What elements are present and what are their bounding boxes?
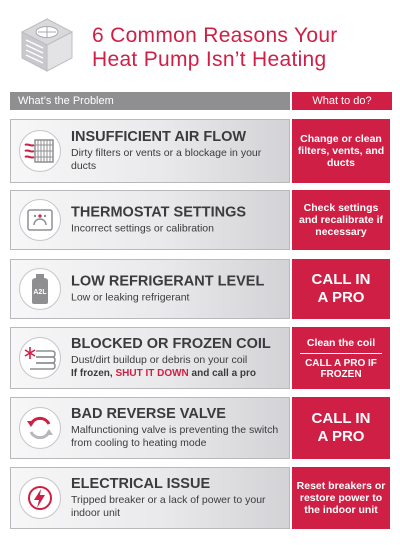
problem-description: Low or leaking refrigerant: [71, 291, 190, 304]
column-headers: [10, 92, 390, 110]
problem-cell: [10, 259, 290, 319]
problem-cell: [10, 397, 290, 459]
reverse-valve-icon: [19, 407, 61, 449]
problem-title: BAD REVERSE VALVE: [71, 406, 226, 422]
problem-cell: [10, 119, 290, 183]
warning-emphasis: SHUT IT DOWN: [115, 368, 189, 379]
problem-cell: [10, 467, 290, 529]
problem-row: [10, 467, 390, 529]
problem-description: Tripped breaker or a lack of power to your indoor unit: [71, 494, 266, 519]
problem-description: Dirty filters or vents or a blockage in your ducts: [71, 147, 262, 172]
solution-text: CALL IN A PRO: [311, 410, 371, 445]
problem-cell: [10, 327, 290, 389]
page-header: [0, 0, 400, 90]
solution-cell: [292, 119, 390, 183]
problem-row: [10, 327, 390, 389]
problem-row: [10, 119, 390, 183]
problem-texts: [71, 336, 283, 380]
title-line-1: 6 Common Reasons Your: [92, 24, 338, 47]
solution-cell: [292, 467, 390, 529]
solution-text: Reset breakers or restore power to the indoor unit: [296, 480, 386, 516]
refrigerant-label: A2L: [33, 289, 47, 296]
problem-description: Malfunctioning valve is preventing the switch from cooling to heating mode: [71, 424, 279, 449]
solution-cell: [292, 190, 390, 250]
refrigerant-tank-icon: [19, 268, 61, 310]
solution-text-bottom: CALL A PRO IF FROZEN: [305, 357, 377, 380]
solution-cell: [292, 327, 390, 389]
solution-cell: [292, 259, 390, 319]
problem-texts: [71, 274, 283, 305]
heat-pump-unit-icon: [18, 16, 76, 74]
problem-title: ELECTRICAL ISSUE: [71, 476, 211, 492]
title-line-2: Heat Pump Isn’t Heating: [92, 48, 327, 71]
frozen-coil-icon: [19, 337, 61, 379]
thermostat-icon: [19, 199, 61, 241]
problem-description: Incorrect settings or calibration: [71, 222, 214, 235]
problem-texts: [71, 476, 283, 520]
problem-row: [10, 397, 390, 459]
solution-text-top: Clean the coil: [300, 337, 382, 354]
solution-text: CALL IN A PRO: [311, 271, 371, 306]
problem-texts: [71, 406, 283, 450]
problem-title: INSUFFICIENT AIR FLOW: [71, 129, 247, 145]
problem-texts: [71, 205, 283, 236]
solution-text: Change or clean filters, vents, and ducts: [297, 133, 385, 169]
problem-row: [10, 259, 390, 319]
electrical-bolt-icon: [19, 477, 61, 519]
action-column-header: What to do?: [292, 92, 392, 110]
solution-cell: [292, 397, 390, 459]
warning-suffix: and call a pro: [188, 368, 257, 379]
air-flow-filter-icon: [19, 130, 61, 172]
problem-texts: [71, 129, 283, 173]
problem-title: LOW REFRIGERANT LEVEL: [71, 273, 265, 290]
warning-prefix: If frozen,: [71, 368, 116, 379]
frozen-warning: [71, 367, 283, 380]
problem-title: BLOCKED OR FROZEN COIL: [71, 336, 271, 352]
solution-text: Check settings and recalibrate if necessary: [298, 202, 384, 238]
problem-description: Dust/dirt buildup or debris on your coil: [71, 354, 248, 366]
problem-cell: [10, 190, 290, 250]
page-title: [92, 24, 338, 72]
problem-row: [10, 190, 390, 250]
problem-column-header: What’s the Problem: [10, 92, 290, 110]
problem-title: THERMOSTAT SETTINGS: [71, 204, 247, 221]
